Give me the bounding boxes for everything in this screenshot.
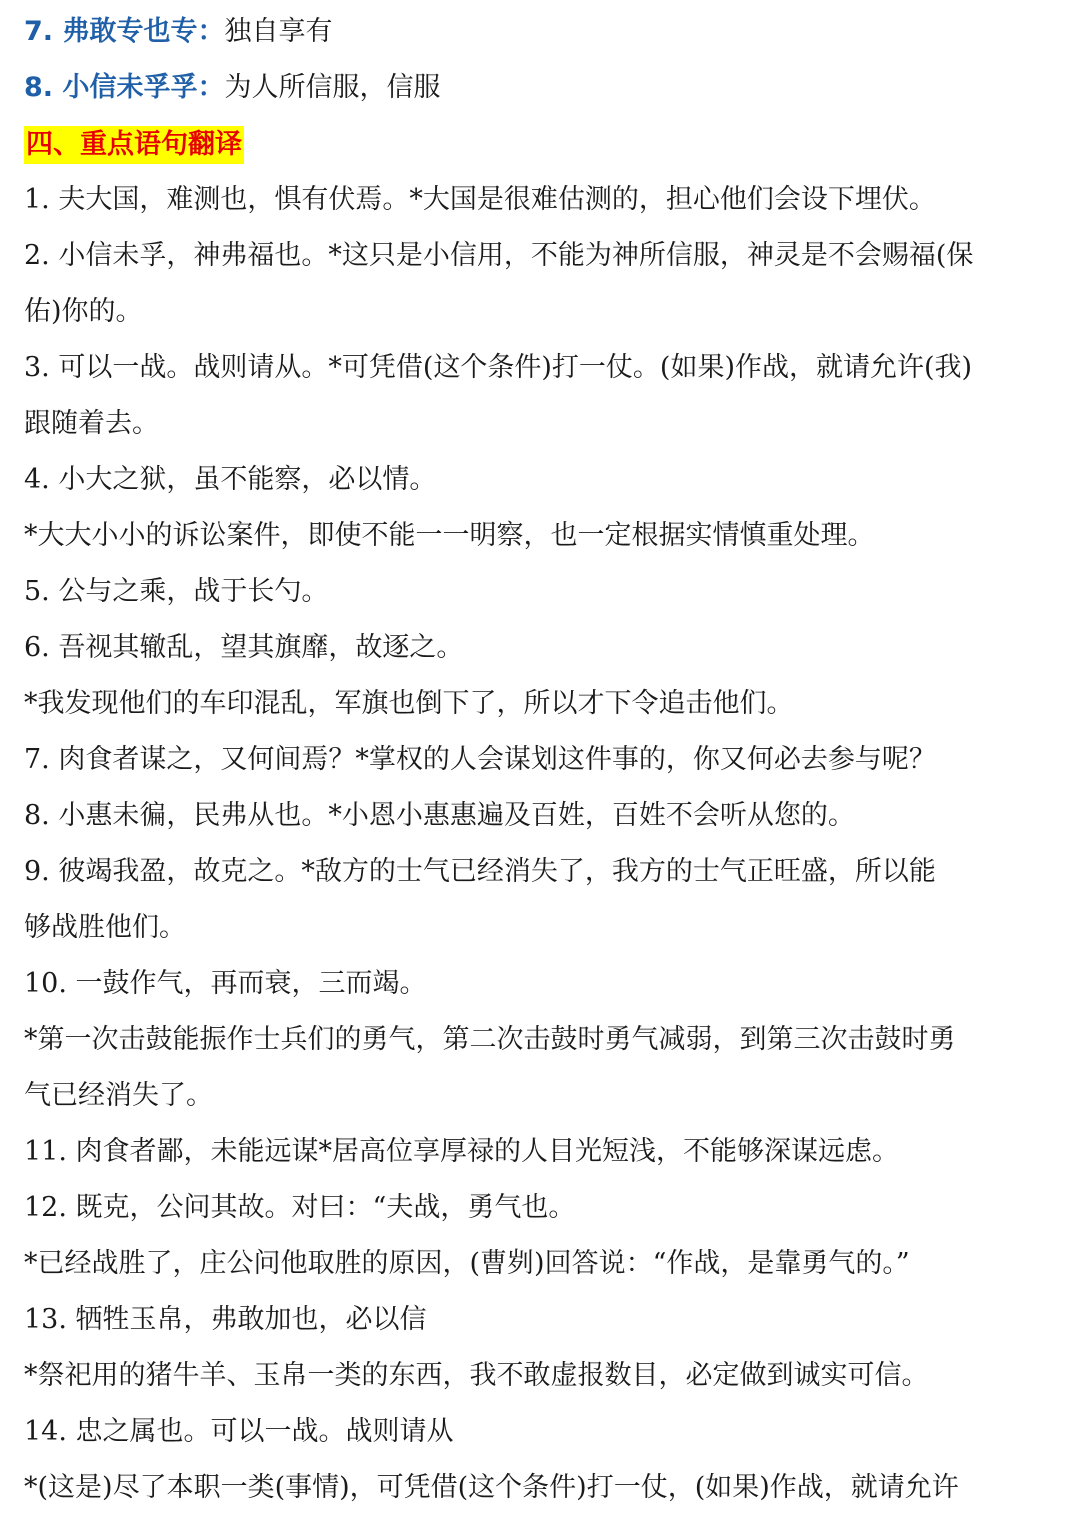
- text-line: 气已经消失了。: [24, 1080, 213, 1111]
- text-line: 1. 夫大国，难测也，惧有伏焉。*大国是很难估测的，担心他们会设下埋伏。: [24, 184, 936, 215]
- vocab-line: [24, 4, 1064, 60]
- text-line: 佑)你的。: [24, 296, 143, 327]
- vocab-term: 7. 弗敢专也专：: [24, 16, 225, 47]
- text-line: 够战胜他们。: [24, 912, 186, 943]
- vocab-term: 8. 小信未孚孚：: [24, 72, 225, 103]
- document-page: [24, 4, 1064, 1516]
- text-line: 7. 肉食者谋之，又何间焉？*掌权的人会谋划这件事的，你又何必去参与呢？: [24, 744, 936, 775]
- text-line: 13. 牺牲玉帛，弗敢加也，必以信: [24, 1304, 427, 1335]
- text-line: *第一次击鼓能振作士兵们的勇气，第二次击鼓时勇气减弱，到第三次击鼓时勇: [24, 1024, 956, 1055]
- vocab-definition: 为人所信服，信服: [224, 72, 441, 103]
- section-heading: 四、重点语句翻译: [24, 126, 244, 164]
- text-line: 2. 小信未孚，神弗福也。*这只是小信用，不能为神所信服，神灵是不会赐福(保: [24, 240, 974, 271]
- text-line: *已经战胜了，庄公问他取胜的原因，(曹刿)回答说：“作战，是靠勇气的。”: [24, 1248, 910, 1279]
- text-line: 跟随着去。: [24, 408, 159, 439]
- text-line: 5. 公与之乘，战于长勺。: [24, 576, 329, 607]
- text-line: 3. 可以一战。战则请从。*可凭借(这个条件)打一仗。(如果)作战，就请允许(我): [24, 352, 973, 383]
- vocab-definition: 独自享有: [224, 16, 333, 47]
- text-line: *我发现他们的车印混乱，军旗也倒下了，所以才下令追击他们。: [24, 688, 794, 719]
- text-line: 11. 肉食者鄙，未能远谋*居高位享厚禄的人目光短浅，不能够深谋远虑。: [24, 1136, 900, 1167]
- text-line: 6. 吾视其辙乱，望其旗靡，故逐之。: [24, 632, 464, 663]
- section-heading-row: [24, 116, 1064, 172]
- text-line: 8. 小惠未徧，民弗从也。*小恩小惠惠遍及百姓，百姓不会听从您的。: [24, 800, 855, 831]
- text-line: 12. 既克，公问其故。对曰：“夫战，勇气也。: [24, 1192, 576, 1223]
- text-line: 14. 忠之属也。可以一战。战则请从: [24, 1416, 454, 1447]
- text-line: 4. 小大之狱，虽不能察，必以情。: [24, 464, 437, 495]
- text-line: *大大小小的诉讼案件，即使不能一一明察，也一定根据实情慎重处理。: [24, 520, 875, 551]
- text-line: 10. 一鼓作气，再而衰，三而竭。: [24, 968, 427, 999]
- text-line: 9. 彼竭我盈，故克之。*敌方的士气已经消失了，我方的士气正旺盛，所以能: [24, 856, 936, 887]
- vocab-line: [24, 60, 1064, 116]
- text-line: *祭祀用的猪牛羊、玉帛一类的东西，我不敢虚报数目，必定做到诚实可信。: [24, 1360, 929, 1391]
- text-line: *(这是)尽了本职一类(事情)，可凭借(这个条件)打一仗，(如果)作战，就请允许: [24, 1472, 959, 1503]
